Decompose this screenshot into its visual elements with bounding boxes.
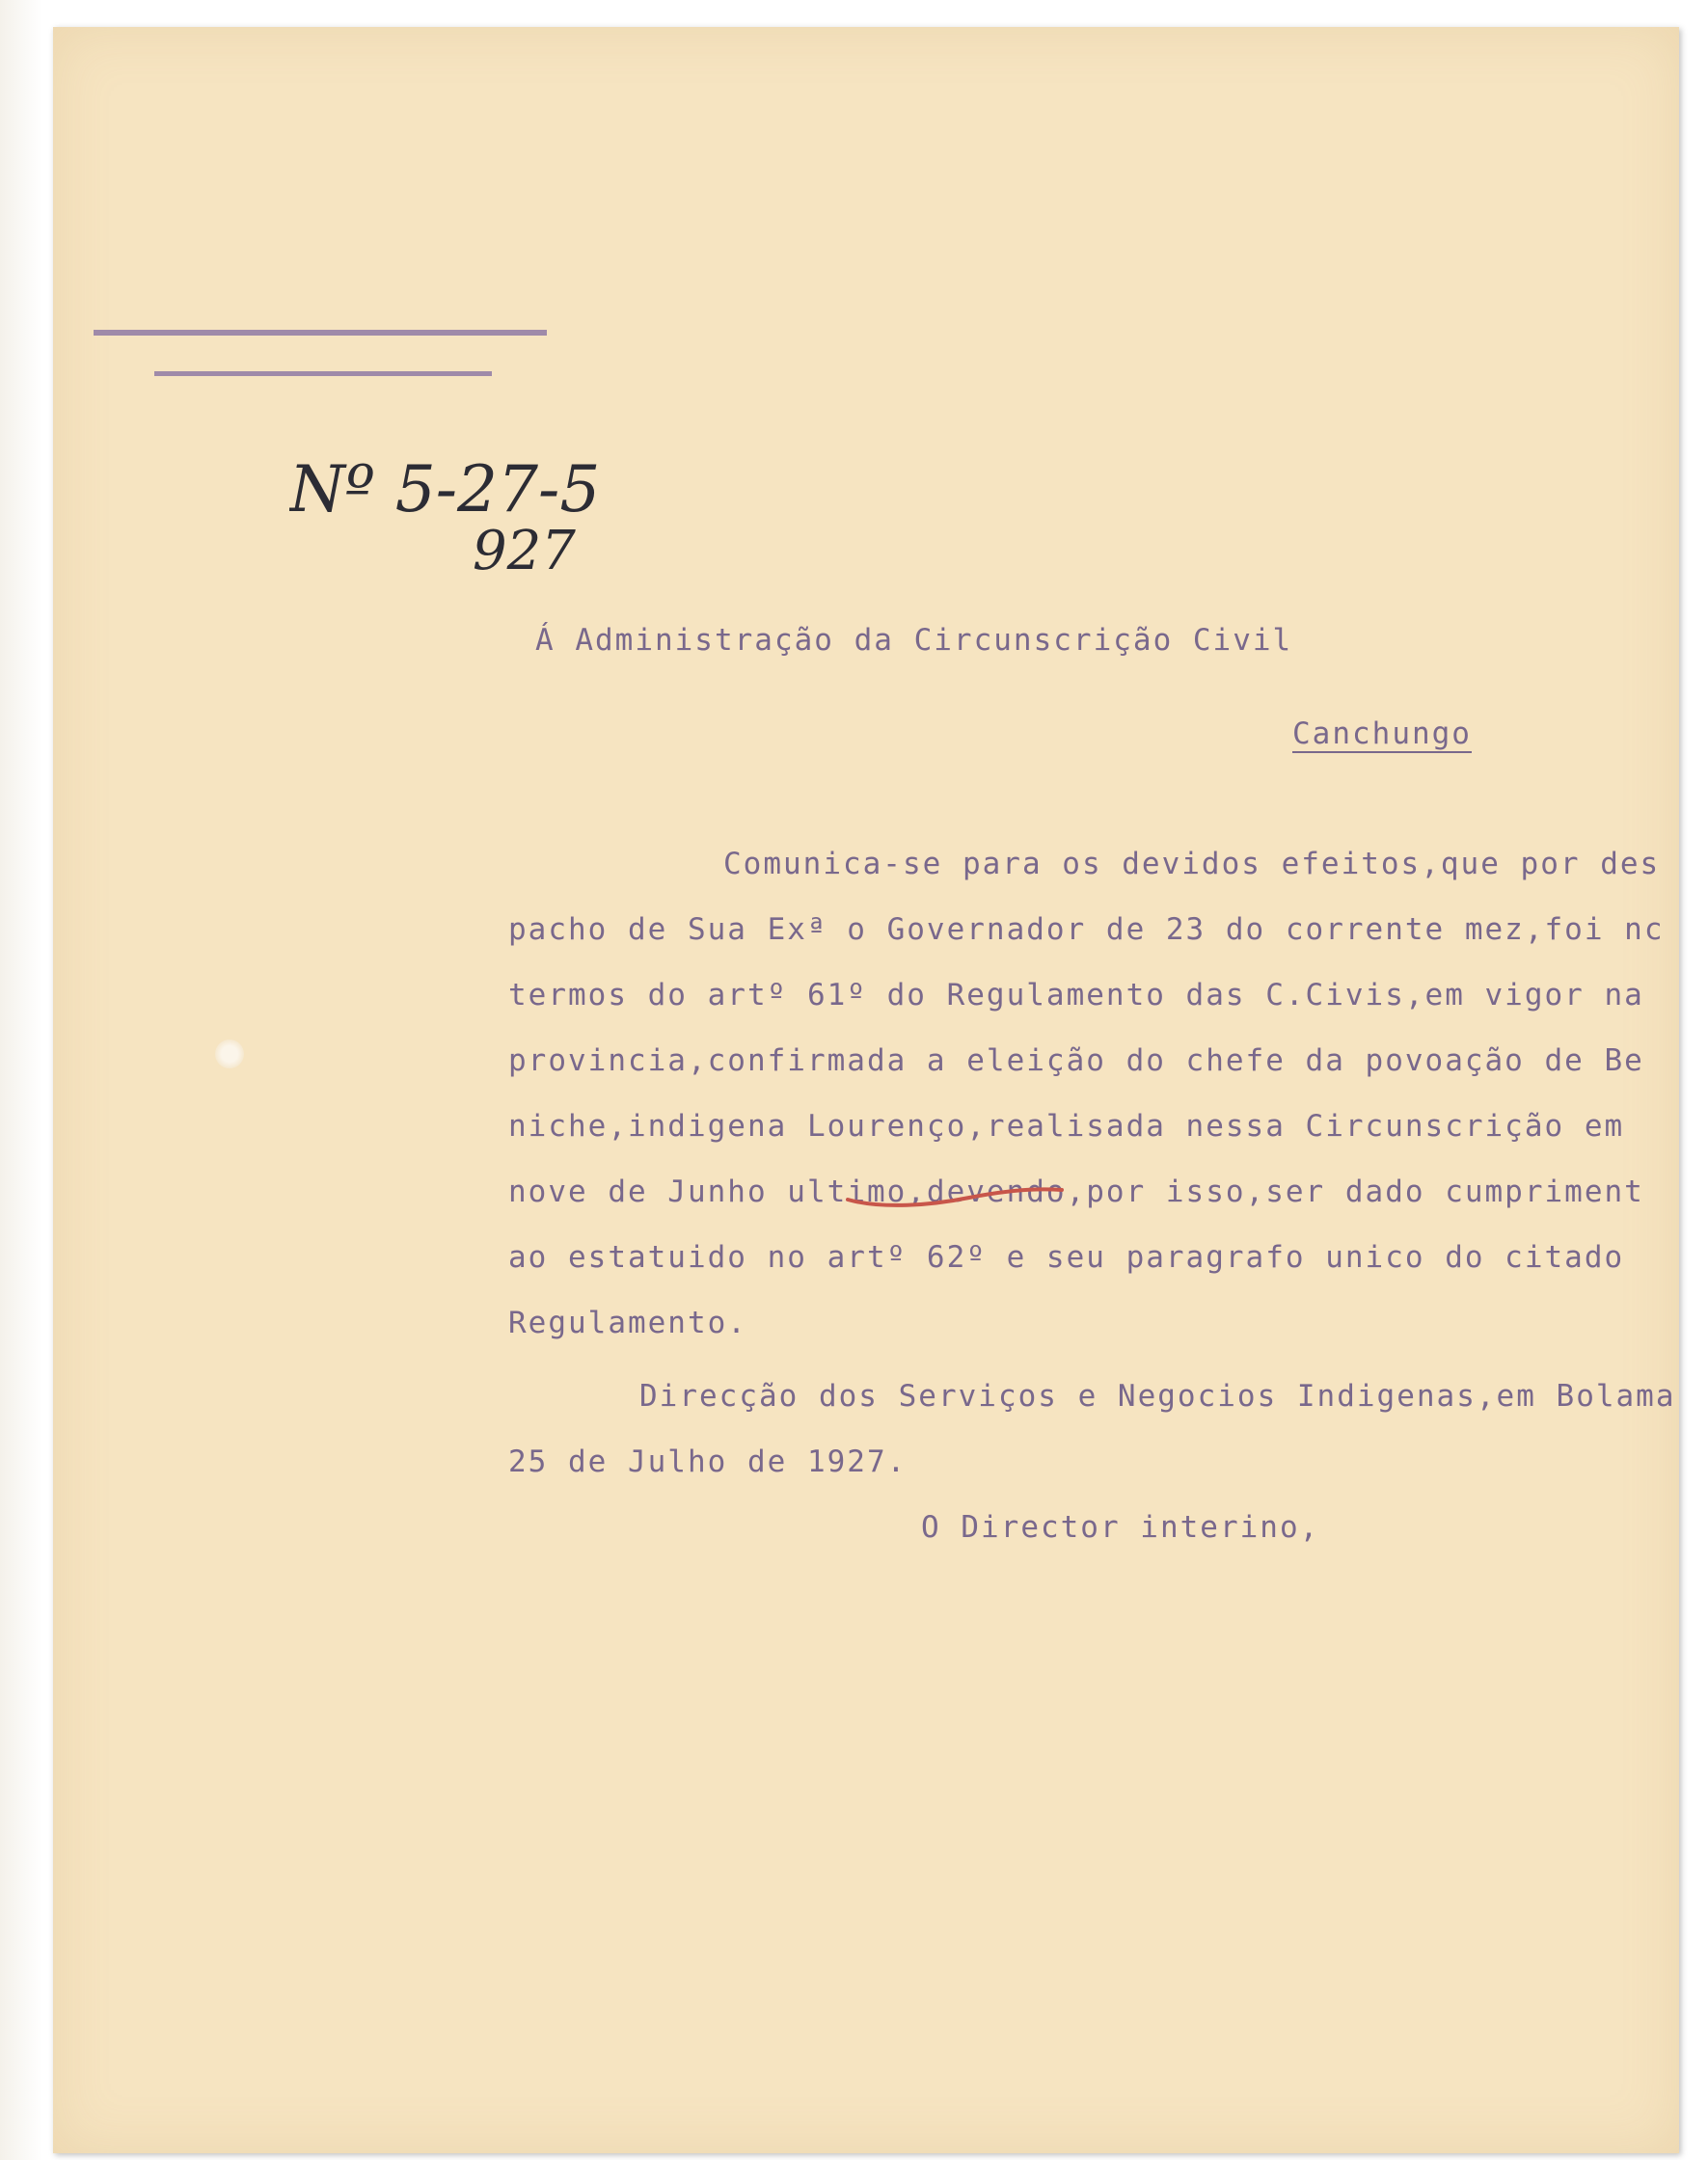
handwritten-reference bbox=[289, 451, 656, 586]
body-line-5: niche,indigena Lourenço,realisada nessa Circunscrição em bbox=[508, 1109, 1625, 1144]
handwritten-ref-line2: 927 bbox=[473, 520, 576, 582]
handwritten-ref-line1: Nº 5-27-5 bbox=[289, 452, 601, 526]
strikethrough-line-top bbox=[94, 330, 547, 336]
addressee-line: Á Administração da Circunscrição Civil bbox=[535, 623, 1293, 658]
closing-line-2: 25 de Julho de 1927. bbox=[508, 1444, 908, 1479]
closing-line-1: Direcção dos Serviços e Negocios Indigenas,em Bolama bbox=[639, 1379, 1676, 1414]
strikethrough-line-bottom bbox=[154, 371, 492, 376]
document-page bbox=[53, 27, 1679, 2153]
body-line-7: ao estatuido no artº 62º e seu paragrafo unico do citado bbox=[508, 1240, 1625, 1275]
body-line-2: pacho de Sua Exª o Governador de 23 do corrente mez,foi nc bbox=[508, 912, 1665, 947]
body-line-3: termos do artº 61º do Regulamento das C.Civis,em vigor na bbox=[508, 978, 1644, 1012]
body-line-4: provincia,confirmada a eleição do chefe da povoação de Be bbox=[508, 1043, 1644, 1078]
signature-title: O Director interino, bbox=[921, 1510, 1320, 1545]
scan-margin bbox=[0, 0, 42, 2160]
body-line-8: Regulamento. bbox=[508, 1306, 747, 1340]
location-name: Canchungo bbox=[1292, 716, 1472, 751]
paper-blemish bbox=[215, 1040, 244, 1068]
red-pencil-underline bbox=[844, 1176, 1066, 1215]
body-line-6: nove de Junho ultimo,devendo,por isso,ser dado cumpriment bbox=[508, 1174, 1644, 1209]
body-line-1: Comunica-se para os devidos efeitos,que por des bbox=[723, 847, 1661, 881]
